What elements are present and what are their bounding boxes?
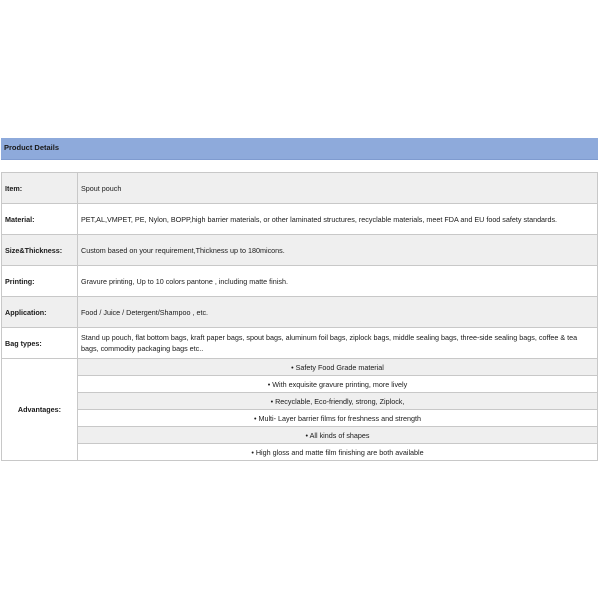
row-label: Printing: <box>2 266 78 297</box>
section-title: Product Details <box>4 143 60 152</box>
advantages-label: Advantages: <box>2 359 78 461</box>
advantage-row <box>2 427 598 444</box>
row-value: Custom based on your requirement,Thickness up to 180micons. <box>78 235 598 266</box>
advantage-row <box>2 393 598 410</box>
row-label: Item: <box>2 173 78 204</box>
row-label: Application: <box>2 297 78 328</box>
advantage-row <box>2 410 598 427</box>
advantage-item: • All kinds of shapes <box>78 427 598 444</box>
row-label: Bag types: <box>2 328 78 359</box>
advantage-item: • Safety Food Grade material <box>78 359 598 376</box>
row-value: Gravure printing, Up to 10 colors pantone , including matte finish. <box>78 266 598 297</box>
advantage-row <box>2 359 598 376</box>
row-label: Size&Thickness: <box>2 235 78 266</box>
table-row <box>2 235 598 266</box>
advantage-item: • With exquisite gravure printing, more lively <box>78 376 598 393</box>
row-value: Spout pouch <box>78 173 598 204</box>
advantage-row <box>2 444 598 461</box>
advantage-item: • Multi- Layer barrier films for freshness and strength <box>78 410 598 427</box>
row-label: Material: <box>2 204 78 235</box>
row-value: PET,AL,VMPET, PE, Nylon, BOPP,high barrier materials, or other laminated structures, recyclable materials, meet FDA and EU food safety standards. <box>78 204 598 235</box>
advantage-row <box>2 376 598 393</box>
table-row <box>2 173 598 204</box>
section-header <box>1 138 598 160</box>
row-value: Stand up pouch, flat bottom bags, kraft paper bags, spout bags, aluminum foil bags, ziplock bags, middle sealing bags, three-side sealing bags, coffee & tea bags, commodity packaging bags etc.. <box>78 328 598 359</box>
advantage-item: • Recyclable, Eco-friendly, strong, Ziplock, <box>78 393 598 410</box>
row-value: Food / Juice / Detergent/Shampoo , etc. <box>78 297 598 328</box>
product-details-table <box>1 172 598 461</box>
advantage-item: • High gloss and matte film finishing are both available <box>78 444 598 461</box>
table-row <box>2 204 598 235</box>
table-row <box>2 297 598 328</box>
table-row <box>2 328 598 359</box>
table-row <box>2 266 598 297</box>
